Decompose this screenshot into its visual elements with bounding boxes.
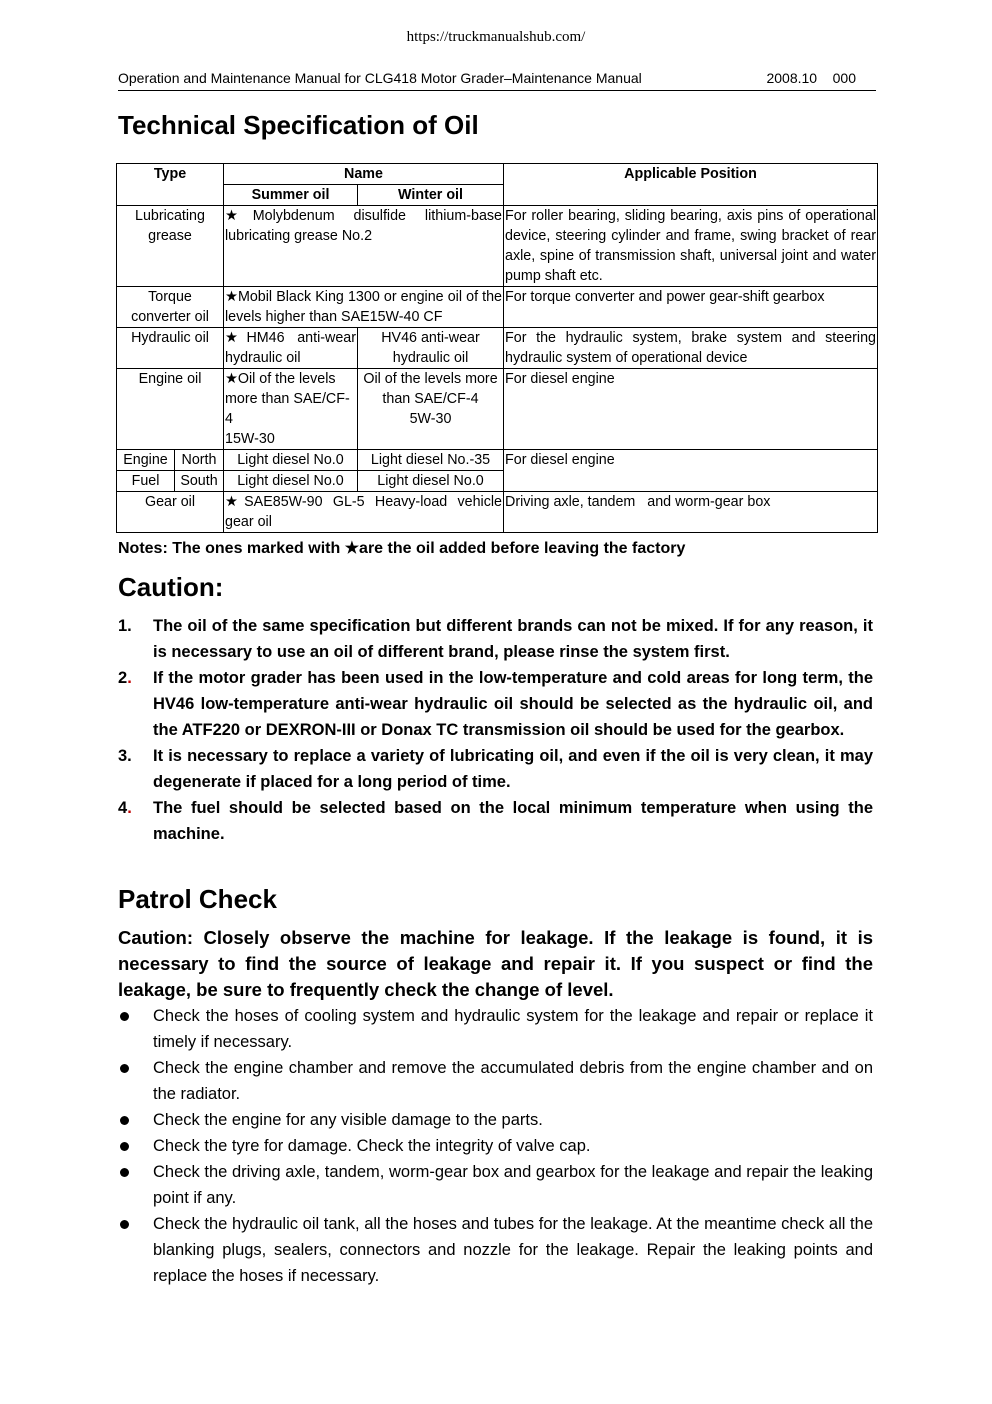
- cell-summer-grade: 15W-30: [225, 431, 275, 447]
- table-row: [117, 328, 878, 369]
- cell-winter: [358, 369, 504, 450]
- cell-winter-line: Oil of the levels more than SAE/CF-4: [363, 371, 498, 407]
- cell-region: South: [175, 471, 224, 492]
- section-title-oil-spec: Technical Specification of Oil: [118, 110, 479, 140]
- caution-list: [118, 613, 873, 847]
- item-number: [118, 795, 132, 821]
- header-name: Name: [224, 164, 504, 185]
- cell-winter: Light diesel No.-35: [358, 450, 504, 471]
- item-text: If the motor grader has been used in the low-temperature and cold areas for long term, the HV46 low-temperature anti-wear hydraulic oil should be selected as the hydraulic oil, and the ATF220 or DEXRON-III or Donax TC transmission oil should be used for the gearbox.: [153, 669, 873, 739]
- header-winter-oil: Winter oil: [358, 185, 504, 206]
- table-row: [117, 287, 878, 328]
- cell-type: Hydraulic oil: [117, 328, 224, 369]
- table-row: [117, 206, 878, 287]
- cell-summer: Light diesel No.0: [224, 450, 358, 471]
- bullet-icon: [120, 1012, 129, 1021]
- item-number-digit: 4: [118, 799, 128, 817]
- red-period: .: [127, 669, 132, 687]
- item-number: 3.: [118, 747, 132, 765]
- cell-position: For the hydraulic system, brake system and steering hydraulic system of operational device: [504, 328, 878, 369]
- bullet-icon: [120, 1064, 129, 1073]
- cell-type: Torque converter oil: [117, 287, 224, 328]
- cell-type: Fuel: [117, 471, 175, 492]
- item-text: Check the tyre for damage. Check the integrity of valve cap.: [153, 1137, 591, 1155]
- patrol-check-list: [118, 1003, 873, 1289]
- table-row: [117, 369, 878, 450]
- cell-summer: Light diesel No.0: [224, 471, 358, 492]
- table-row: [117, 492, 878, 533]
- list-item: [118, 1133, 873, 1159]
- table-notes: Notes: The ones marked with ★are the oil added before leaving the factory: [118, 540, 686, 557]
- item-number-digit: 2: [118, 669, 128, 687]
- header-summer-oil: Summer oil: [224, 185, 358, 206]
- cell-position: For diesel engine: [504, 450, 878, 492]
- patrol-check-title: Patrol Check: [118, 884, 277, 914]
- table-row: [117, 450, 878, 471]
- bullet-icon: [120, 1168, 129, 1177]
- item-text: Check the hydraulic oil tank, all the hoses and tubes for the leakage. At the meantime check all the blanking plugs, sealers, connectors and nozzle for the leakage. Repair the leaking points and replace the hoses if necessary.: [153, 1215, 873, 1285]
- cell-summer: [224, 369, 358, 450]
- list-item: [118, 743, 873, 795]
- list-item: [118, 1003, 873, 1055]
- cell-summer-line: ★Oil of the levels more than SAE/CF-4: [225, 371, 350, 427]
- header-type: Type: [117, 164, 224, 206]
- cell-type: Lubricating grease: [117, 206, 224, 287]
- cell-position: For diesel engine: [504, 369, 878, 450]
- cell-type: Engine oil: [117, 369, 224, 450]
- cell-type: Gear oil: [117, 492, 224, 533]
- item-text: The oil of the same specification but different brands can not be mixed. If for any reason, it is necessary to use an oil of different brand, please rinse the system first.: [153, 617, 873, 661]
- item-number: 1.: [118, 617, 132, 635]
- item-text: Check the engine for any visible damage to the parts.: [153, 1111, 543, 1129]
- cell-region: North: [175, 450, 224, 471]
- table-header-row: [117, 164, 878, 185]
- header-position: Applicable Position: [504, 164, 878, 206]
- item-text: Check the driving axle, tandem, worm-gear box and gearbox for the leakage and repair the leaking point if any.: [153, 1163, 873, 1207]
- list-item: [118, 1159, 873, 1211]
- item-text: The fuel should be selected based on the local minimum temperature when using the machine.: [153, 799, 873, 843]
- cell-winter: HV46 anti-wear hydraulic oil: [358, 328, 504, 369]
- list-item: [118, 1107, 873, 1133]
- cell-name: ★SAE85W-90 GL-5 Heavy-load vehicle gear oil: [224, 492, 504, 533]
- oil-spec-table: [116, 163, 878, 533]
- patrol-caution: Caution: Closely observe the machine for leakage. If the leakage is found, it is necessary to find the source of leakage and repair it. If you suspect or find the leakage, be sure to frequently check the change of level.: [118, 927, 873, 1000]
- cell-winter-grade: 5W-30: [409, 411, 452, 427]
- cell-position: For torque converter and power gear-shift gearbox: [504, 287, 878, 328]
- red-period: .: [127, 799, 132, 817]
- list-item: [118, 795, 873, 847]
- bullet-icon: [120, 1142, 129, 1151]
- bullet-icon: [120, 1220, 129, 1229]
- manual-title: Operation and Maintenance Manual for CLG418 Motor Grader–Maintenance Manual: [118, 70, 642, 86]
- cell-winter: Light diesel No.0: [358, 471, 504, 492]
- item-text: It is necessary to replace a variety of lubricating oil, and even if the oil is very clean, it may degenerate if placed for a long period of time.: [153, 747, 873, 791]
- list-item: [118, 665, 873, 743]
- list-item: [118, 613, 873, 665]
- cell-position: For roller bearing, sliding bearing, axis pins of operational device, steering cylinder and frame, swing bracket of rear axle, spine of transmission shaft, universal joint and water pump shaft etc.: [504, 206, 878, 287]
- bullet-icon: [120, 1116, 129, 1125]
- running-header: [118, 70, 876, 91]
- cell-summer: ★HM46 anti-wear hydraulic oil: [224, 328, 358, 369]
- list-item: [118, 1055, 873, 1107]
- item-number: [118, 665, 132, 691]
- cell-position: Driving axle, tandem and worm-gear box: [504, 492, 878, 533]
- cell-type: Engine: [117, 450, 175, 471]
- source-url[interactable]: https://truckmanualshub.com/: [406, 29, 586, 45]
- caution-title: Caution:: [118, 572, 224, 602]
- cell-name: ★Mobil Black King 1300 or engine oil of the levels higher than SAE15W-40 CF: [224, 287, 504, 328]
- date-code: 2008.10 000: [766, 70, 856, 86]
- item-text: Check the engine chamber and remove the accumulated debris from the engine chamber and on the radiator.: [153, 1059, 873, 1103]
- list-item: [118, 1211, 873, 1289]
- cell-name: ★Molybdenum disulfide lithium-base lubricating grease No.2: [224, 206, 504, 287]
- item-text: Check the hoses of cooling system and hydraulic system for the leakage and repair or replace it timely if necessary.: [153, 1007, 873, 1051]
